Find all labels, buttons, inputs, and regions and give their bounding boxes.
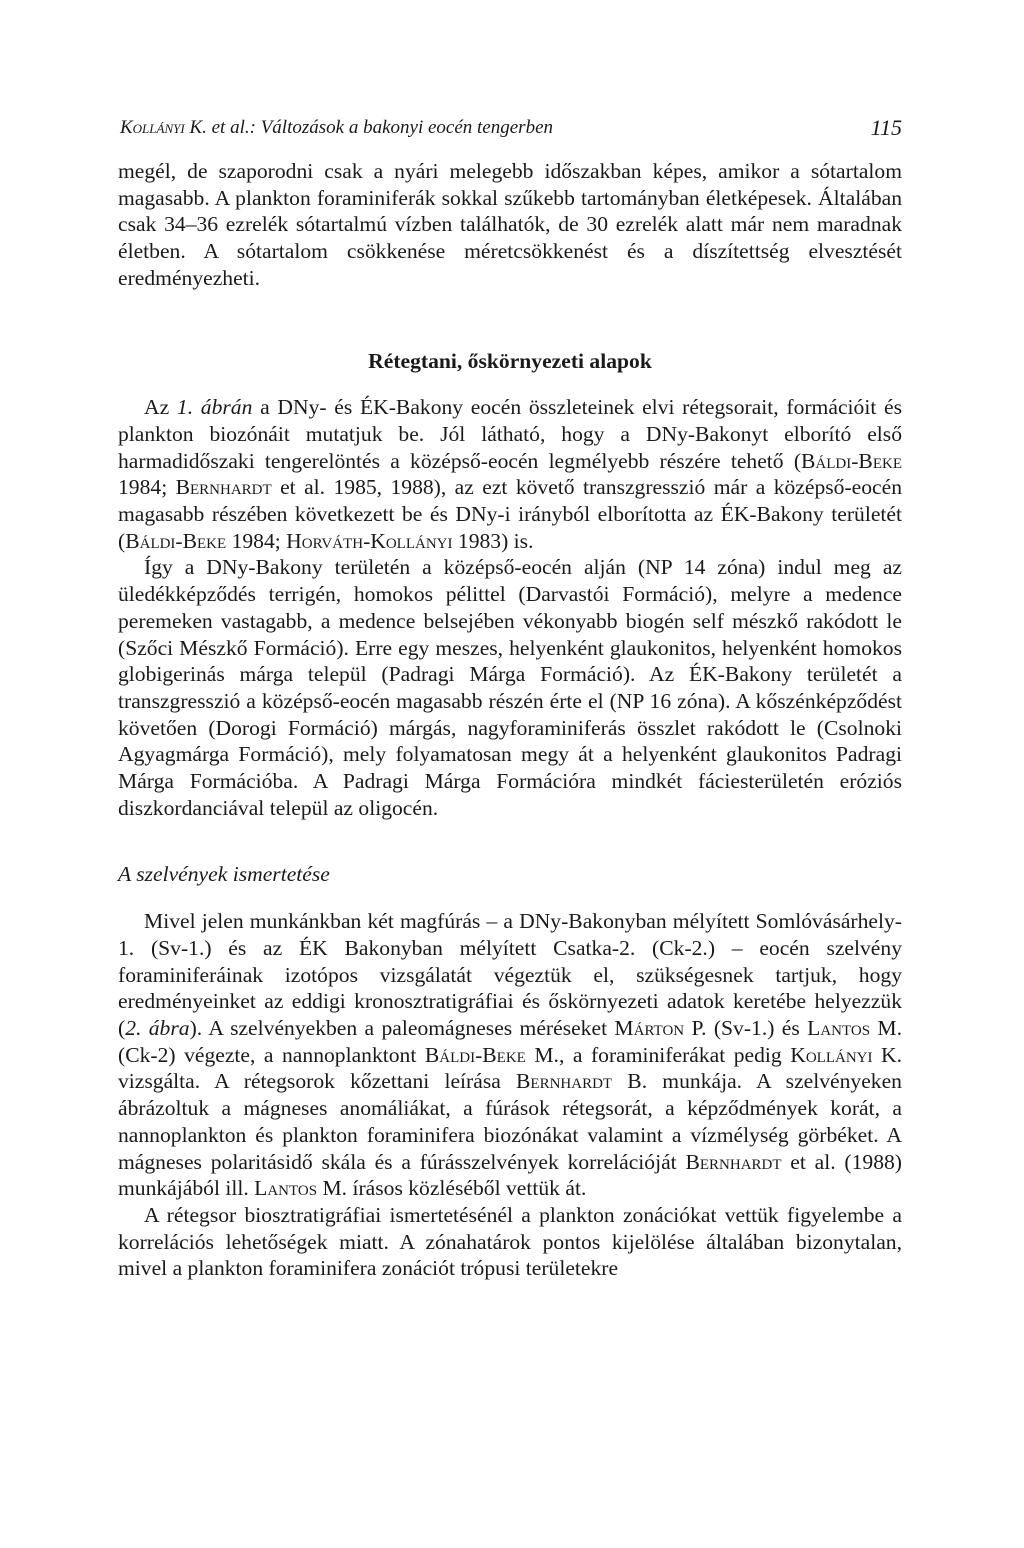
paragraph-continuation: megél, de szaporodni csak a nyári melegebb időszakban képes, amikor a sótartalom magasabb. A plankton foraminiferák sokkal szűkebb tartományban életképesek. Általában csak 34–36 ezrelék sótartalmú vízben találhatók, de 30 ezrelék alatt már nem maradnak életben. A sótartalom csökkenése méretcsökkenést és a díszítettség elvesztését eredményezheti.: [118, 159, 902, 290]
running-title: [120, 117, 553, 139]
header-title: Változások a bakonyi eocén tengerben: [260, 117, 554, 138]
text-run: Mivel jelen munkánkban két magfúrás – a DNy-Bakonyban mélyített Somlóvásárhely-1. (Sv-1.) és az ÉK Bakonyban mélyített Csatka-2. (Ck-2.) – eocén szelvény foraminiferáinak izotópos vizsgálatát végeztük el, szükségesnek tartjuk, hogy eredményeinket az eddigi kronosztratigráfiai és őskörnyezeti adatok keretébe helyezzük (: [118, 909, 902, 1040]
text-run: et al. (1988) munkájából ill.: [118, 1149, 902, 1201]
text-run: , a foraminiferákat pedig: [558, 1042, 791, 1067]
section-heading-stratigraphy: Rétegtani, őskörnyezeti alapok: [368, 348, 652, 373]
citation-author: Báldi-Beke M.: [424, 1042, 559, 1067]
text-run: et al. 1985, 1988), az ezt követő transzgresszió már a középső-eocén magasabb részében következett be és DNy-i irányból elborította az ÉK-Bakony területét (: [118, 475, 902, 553]
header-author: Kollányi K.: [120, 117, 207, 138]
figure-reference: 2. ábra: [125, 1015, 190, 1040]
citation-author: Lantos M.: [807, 1015, 903, 1040]
paragraph-stratigraphy: [118, 394, 902, 554]
text-run: 1984;: [118, 475, 176, 500]
paragraph-sections: [118, 908, 902, 1202]
text-run: Az: [144, 395, 177, 420]
text-run: ). A szelvényekben a paleomágneses méréseket: [189, 1015, 615, 1040]
text-run: 1983) is.: [452, 528, 534, 553]
text-run: vizsgálta. A rétegsorok kőzettani leírása: [118, 1069, 517, 1094]
page-number: 115: [870, 115, 902, 140]
citation-author: Lantos M.: [254, 1176, 348, 1201]
text-run: (Ck-2) végezte, a nannoplanktont: [118, 1042, 425, 1067]
text-run: 1984;: [226, 528, 287, 553]
citation-author: Bernhardt: [685, 1149, 782, 1174]
citation-author: Márton P.: [614, 1015, 707, 1040]
text-run: munkája. A szelvényeken ábrázoltuk a mágneses anomáliákat, a fúrások rétegsorát, a képződmények korát, a nannoplankton és plankton foraminifera biozónákat valamint a vízmélység görbéket. A mágneses polaritásidő skála és a fúrásszelvények korrelációját: [118, 1069, 902, 1174]
citation-author: Báldi-Beke: [125, 528, 227, 553]
header-etal: et al.:: [211, 117, 256, 138]
paragraph-formations: Így a DNy-Bakony területén a középső-eocén alján (NP 14 zóna) indul meg az üledékképződés terrigén, homokos pélittel (Darvastói Formáció), melyre a medence peremeken vastagabb, a medence belsejében vékonyabb biogén self mészkő rakódott le (Szőci Mészkő Formáció). Erre egy meszes, helyenként glaukonitos, helyenként homokos globigerinás márga települ (Padragi Márga Formáció). Az ÉK-Bakony területét a transzgresszió a középső-eocén magasabb részén érte el (NP 16 zóna). A kőszénképződést követően (Dorogi Formáció) márgás, nagyforaminiferás összlet rakódott le (Csolnoki Agyagmárga Formáció), mely folyamatosan megy át a helyenként glaukonitos Padragi Márga Formációba. A Padragi Márga Formációra mindkét fáciesterületén eróziós diszkordanciával települ az oligocén.: [118, 555, 902, 820]
text-run: (Sv-1.) és: [706, 1015, 808, 1040]
running-header: [120, 117, 902, 147]
figure-reference: 1. ábrán: [176, 395, 253, 420]
citation-author: Báldi-Beke: [801, 448, 902, 473]
citation-author: Horváth-Kollányi: [286, 528, 453, 553]
section-heading-sections: A szelvények ismertetése: [118, 862, 330, 887]
article-body: [118, 158, 902, 1282]
citation-author: Bernhardt: [175, 475, 272, 500]
citation-author: Bernhardt B.: [516, 1069, 648, 1094]
text-run: a DNy- és ÉK-Bakony eocén összleteinek elvi rétegsorait, formációit és plankton biozónáit mutatjuk be. Jól látható, hogy a DNy-Bakonyt elborító első harmadidőszaki tengerelöntés a középső-eocén legmélyebb részére tehető (: [118, 395, 903, 473]
paragraph-biostratigraphy: A rétegsor biosztratigráfiai ismertetésénél a plankton zonációkat vettük figyelembe a korrelációs lehetőségek miatt. A zónahatárok pontos kijelölése általában bizonytalan, mivel a plankton foraminifera zonációt trópusi területekre: [118, 1202, 902, 1281]
citation-author: Kollányi K.: [790, 1042, 902, 1067]
text-run: írásos közléséből vettük át.: [347, 1176, 587, 1201]
